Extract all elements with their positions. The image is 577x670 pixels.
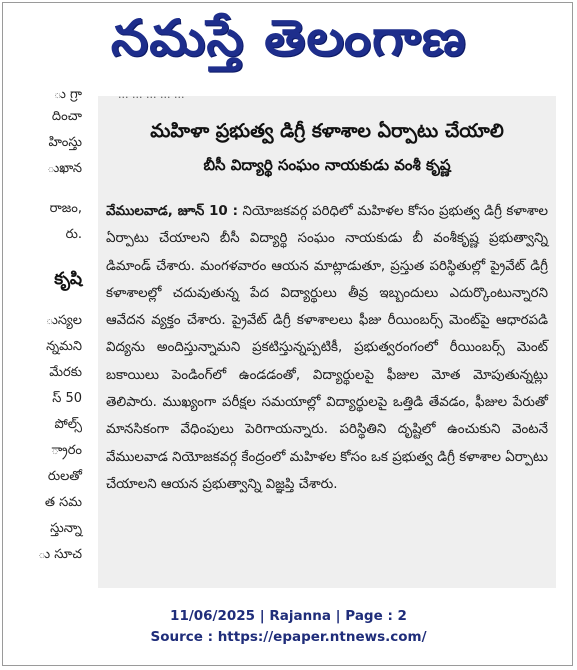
- left-fragment-line: హింస్తు: [48, 135, 82, 150]
- article-headline: మహిళా ప్రభుత్వ డిగ్రీ కళాశాల ఏర్పాటు చేయాలి: [150, 120, 504, 142]
- edition-info: 11/06/2025 | Rajanna | Page : 2: [170, 608, 407, 624]
- article-body: [106, 198, 548, 498]
- left-fragment-line: ్రారం: [51, 443, 82, 458]
- left-fragment-heading: కృషి: [54, 269, 82, 289]
- source-link[interactable]: Source : https://epaper.ntnews.com/: [150, 629, 427, 645]
- left-fragment-line: ుఖాన: [47, 161, 82, 176]
- news-article: [98, 88, 556, 588]
- article-cut-line: ... ... ... ... ...: [118, 88, 185, 101]
- left-fragment-line: ుస్యల: [45, 313, 82, 328]
- left-fragment-line: ు సూచ: [38, 547, 82, 562]
- page-footer: [0, 606, 577, 648]
- left-fragment-line: పోల్స్: [54, 417, 82, 432]
- left-fragment-line: రు.: [65, 227, 82, 242]
- left-fragment-line: దించా: [51, 109, 82, 124]
- left-fragment-line: న్నమని: [46, 339, 82, 354]
- left-fragment-line: రాజం,: [49, 201, 82, 216]
- left-fragment-line: మేరకు: [49, 365, 82, 380]
- left-fragment-line: ు గ్రా: [53, 87, 82, 102]
- masthead: [0, 4, 577, 76]
- left-fragment-line: త సమ: [44, 495, 82, 510]
- newspaper-logo: నమస్తే తెలంగాణ: [110, 9, 467, 67]
- article-subheadline: బీసీ విద్యార్థి సంఘం నాయకుడు వంశీ కృష్ణ: [203, 156, 451, 174]
- left-fragment-line: రులతో: [47, 469, 82, 484]
- article-dateline: వేములవాడ, జూన్ 10 :: [106, 204, 238, 219]
- article-body-text: నియోజకవర్గ పరిధిలో మహిళల కోసం ప్రభుత్వ డిగ్రీ కళాశాల ఏర్పాటు చేయాలని బీసీ విద్యార్థి సంఘం నాయకుడు బీ వంశీకృష్ణ ప్రభుత్వాన్ని డిమాండ్ చేశారు. మంగళవారం ఆయన మాట్లాడుతూ, ప్రస్తుత పరిస్థితుల్లో ప్రైవేట్ డిగ్రీ కళాశాలల్లో చదువుతున్న పేద విద్యార్థులు తీవ్ర ఇబ్బందులు ఎదుర్కొంటున్నారని ఆవేదన వ్యక్తం చేశారు. ప్రైవేట్ డిగ్రీ కళాశాలలు ఫీజు రీయింబర్స్ మెంట్‌పై ఆధారపడి విద్యను అందిస్తున్నామని ప్రకటిస్తున్నప్పటికీ, ప్రభుత్వరంగంలో రీయింబర్స్ మెంట్ బకాయిలు పెండింగ్‌లో ఉండడంతో, విద్యార్థులపై ఫీజుల మోత మోపుతున్నట్లు తెలిపారు. ముఖ్యంగా పరీక్షల సమయాల్లో విద్యార్థులపై ఒత్తిడి తేవడం, ఫీజుల పేరుతో మానసికంగా వేధింపులు పెరిగాయన్నారు. పరిస్థితిని దృష్టిలో ఉంచుకుని వెంటనే వేములవాడ నియోజకవర్గ కేంద్రంలో మహిళల కోసం ఒక ప్రభుత్వ డిగ్రీ కళాశాల ఏర్పాటు చేయాలని ఆయన ప్రభుత్వాన్ని విజ్ఞప్తి చేశారు.: [106, 204, 549, 492]
- left-fragment-line: స్ 50: [52, 391, 82, 406]
- left-column-fragment: [0, 86, 82, 586]
- left-fragment-line: స్తున్నా: [50, 521, 82, 536]
